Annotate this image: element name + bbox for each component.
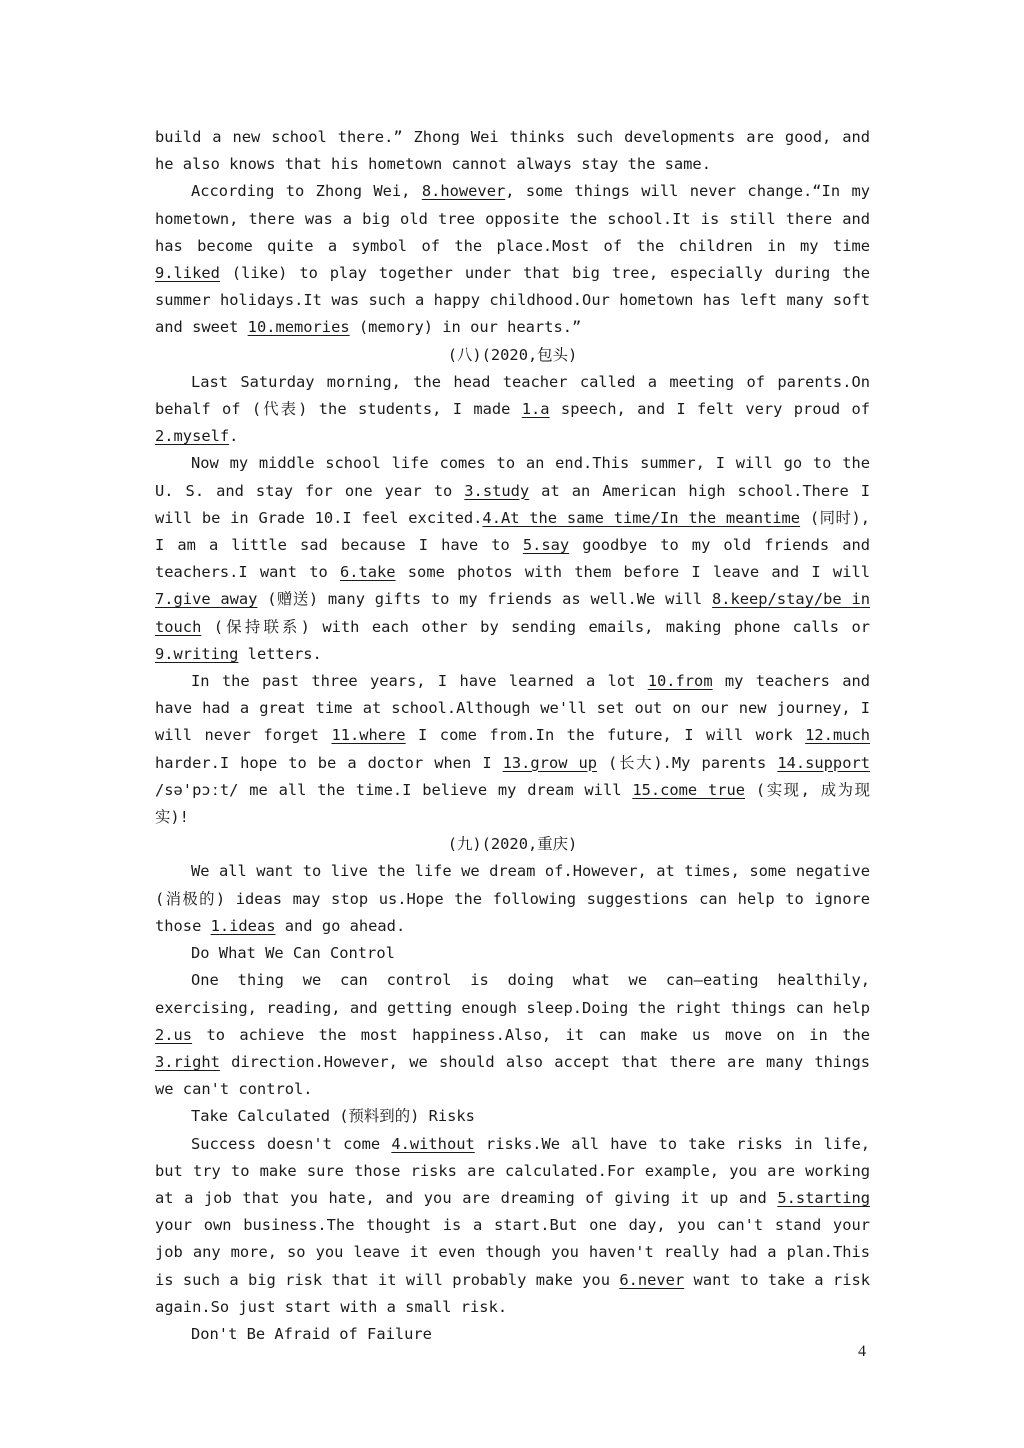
answer-14: 14.support [777,753,870,772]
answer-5: 5.say [522,536,570,555]
section-8-title: (八)(2020,包头) [447,345,578,364]
text: (同时), I am a little sad because I have to [155,508,870,555]
text: According to Zhong Wei, [191,182,422,201]
answer-12: 12.much [805,726,871,745]
answer-10: 10.from [647,672,713,691]
answer-5: 5.starting [777,1188,870,1207]
text: some photos with them before I leave and I will [395,563,870,582]
text: build a new school there.” Zhong Wei thinks such developments are good, and he also knows that his hometown cannot always stay the same. [155,128,870,174]
text: at an American high school.There I will be in Grade 10.I feel excited. [155,481,870,527]
text: goodbye to my old friends and teachers.I want to [155,536,871,582]
answer-1: 1.a [521,400,550,419]
answer-1: 1.ideas [210,916,276,935]
section-9-paragraph-1 [155,858,870,940]
paragraph-zhong-wei [155,178,870,341]
text: and go ahead. [275,916,406,935]
answer-13: 13.grow up [502,753,598,772]
section-8-paragraph-2 [155,450,870,668]
subheading-risks: Take Calculated (预料到的) Risks [191,1107,475,1126]
answer-8: 8.however [421,182,506,201]
answer-11: 11.where [331,726,406,745]
section-9-paragraph-3 [155,1131,870,1321]
text: . [229,427,239,446]
text: your own business.The thought is a start.But one day, you can't stand your job any more, so you leave it even though you haven't really had a plan.This is such a big risk that it will probably make you [155,1216,870,1289]
answer-9: 9.liked [155,264,220,283]
text: One thing we can control is doing what we can—eating healthily, exercising, reading, and getting enough sleep.Doing the right things can help [155,971,870,1017]
text: letters. [238,644,322,663]
answer-4: 4.without [391,1134,475,1153]
text: We all want to live the life we dream of.However, at times, some negative (消极的) ideas may stop us.Hope the following suggestions can help to ignore those [155,862,870,935]
subheading-control: Do What We Can Control [191,944,395,963]
text: Last Saturday morning, the head teacher called a meeting of parents.On behalf of (代表) the students, I made [155,372,870,419]
answer-8: 8.keep/stay/be in touch [155,590,870,636]
text: , some things will never change.“In my hometown, there was a big old tree opposite the school.It is still there and has become quite a symbol of the place.Most of the children in my time [155,182,870,255]
text: (保持联系) with each other by sending emails, making phone calls or [201,617,870,636]
text: (赠送) many gifts to my friends as well.We will [257,590,712,609]
answer-3: 3.right [155,1052,220,1071]
page-content [155,124,870,1348]
text: /sə'pɔːt/ me all the time.I believe my dream will [155,780,633,799]
text: harder.I hope to be a doctor when I [155,753,503,772]
text: (实现, 成为现实)! [155,780,870,827]
answer-2: 2.myself [155,427,230,446]
text: speech, and I felt very proud of [549,400,871,419]
answer-9: 9.writing [155,644,239,663]
subheading-failure: Don't Be Afraid of Failure [191,1324,432,1343]
text: Success doesn't come [191,1134,392,1153]
text: my teachers and have had a great time at school.Although we'll set out on our new journey, I will never forget [155,672,870,745]
answer-10: 10.memories [247,318,350,337]
answer-4: 4.At the same time/In the meantime [482,508,801,527]
section-9-title: (九)(2020,重庆) [447,835,578,854]
paragraph-continuation [155,124,870,178]
answer-6: 6.take [339,563,396,582]
text: direction.However, we should also accept that there are many things we can't control. [155,1052,870,1099]
section-8-paragraph-1 [155,369,870,451]
answer-3: 3.study [464,481,530,500]
text: In the past three years, I have learned a lot [191,672,648,691]
section-8-paragraph-3 [155,668,870,831]
answer-6: 6.never [619,1270,685,1289]
text: (长大).My parents [597,753,778,772]
text: I come from.In the future, I will work [405,726,806,745]
section-9-paragraph-2 [155,967,870,1103]
answer-7: 7.give away [155,590,258,609]
text: risks.We all have to take risks in life, but try to make sure those risks are calculated.For example, you are working at a job that you hate, and you are dreaming of giving it up and [155,1134,870,1207]
answer-15: 15.come true [632,780,746,799]
text: to achieve the most happiness.Also, it can make us move on in the [192,1025,870,1044]
answer-2: 2.us [155,1025,193,1044]
page-number: 4 [858,1343,866,1360]
text: want to take a risk again.So just start with a small risk. [155,1270,870,1316]
text: (like) to play together under that big tree, especially during the summer holidays.It was such a happy childhood.Our hometown has left many soft and sweet [155,264,870,337]
text: Now my middle school life comes to an end.This summer, I will go to the U. S. and stay for one year to [155,454,870,500]
text: (memory) in our hearts.” [349,318,582,337]
